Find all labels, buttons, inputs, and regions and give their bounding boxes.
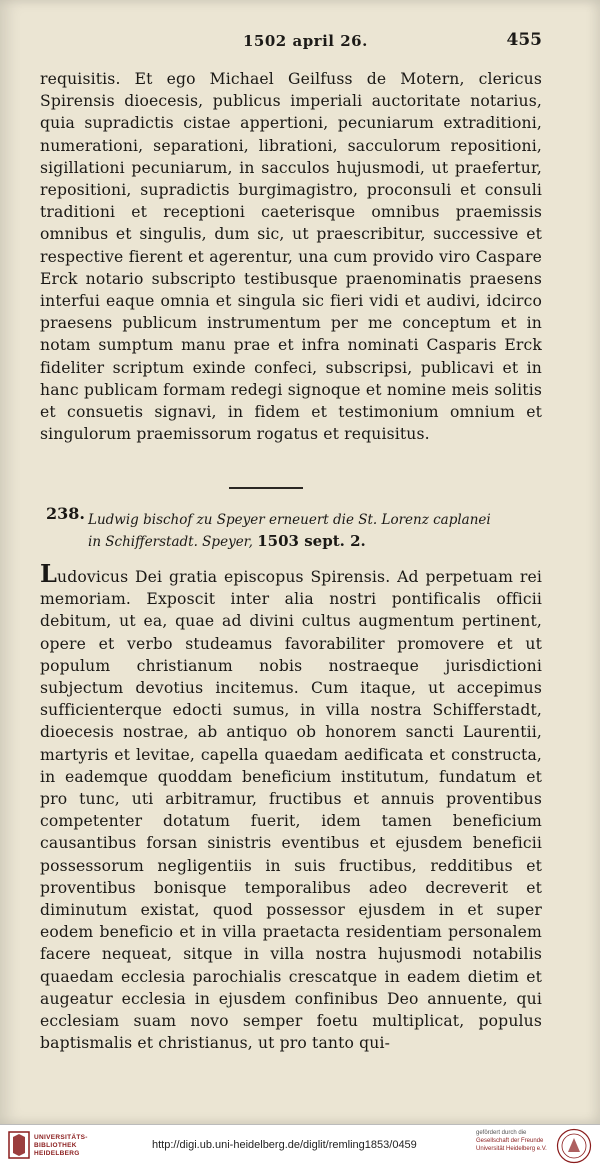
charter-text: udovicus Dei gratia episcopus Spirensis. Ad perpetuam rei memoriam. Exposcit inter alia nostri pontificalis officii debitum, ut ea, quae ad divini cultus augmentum pertinent, opere et verbo studeamus favorabiliter promovere et ut populum christianum nobis nostraeque jurisdictioni subjectum devotius incitemus. Cum itaque, ut accepimus sufficienterque edocti sumus, in villa nostra Schifferstadt, dioecesis nostrae, ab antiquo ob honorem sancti Laurentii, martyris et levitae, capella quaedam aedificata et constructa, in eademque quoddam beneficium institutum, fundatum et pro tunc, uti arbitramur, fructibus et annuis proventibus competenter dotatum fuerit, idem tamen beneficium causantibus forsan sinistris eventibus et ejusdem beneficii possessorum negligentiis in suis fructibus, redditibus et proventibus bonisque temporalibus adeo decreverit et diminutum existat, quod possessor ejusdem in et super eodem beneficio et in villa praetacta residentiam personalem facere nequeat, sitque in villa nostra hujusmodi notabilis quaedam ecclesia parochialis crescatque in eadem dietim et augeatur ecclesia in ejusdem confinibus Deo annuente, qui ecclesiam suam novo semper foetu multiplicat, populus baptismalis et christianus, ut pro tanto qui- bbox=[40, 568, 542, 1053]
section-divider bbox=[229, 487, 303, 489]
page-number: 455 bbox=[506, 30, 542, 50]
paragraph-notary-attestation: requisitis. Et ego Michael Geilfuss de Motern, clericus Spirensis dioecesis, publicus imperiali auctoritate notarius, quia supradictis cistae appertioni, pecuniarum extraditioni, numerationi, separationi, librationi, sacculorum repositioni, sigillationi pecuniarum, in sacculos hujusmodi, ut praefertur, repositioni, supradictis burgimagistro, proconsuli et consuli traditioni et receptioni caeterisque omnibus praemissis omnibus et singulis, dum sic, ut praescribitur, successive et respective fierent et agerentur, una cum provido viro Caspare Erck notario subscripto testibusque praenominatis praesens interfui eaque omnia et singula sic fieri vidi et audivi, idcirco praesens publicum instrumentum per me conceptum et in notam sumptum manu prae et infra nominati Casparis Erck fideliter scriptum exinde confeci, subscripsi, publicavi et in hanc publicam formam redegi signoque et nomine meis solitis et consuetis signavi, in fidem et testimonium omnium et singulorum praemissorum rogatus et requisitus. bbox=[40, 70, 542, 444]
heading-place: in Schifferstadt. Speyer, bbox=[88, 534, 253, 550]
library-name: UNIVERSITÄTS- BIBLIOTHEK HEIDELBERG bbox=[34, 1134, 88, 1157]
heading-line-1: Ludwig bischof zu Speyer erneuert die St. Lorenz caplanei bbox=[88, 512, 491, 528]
heading-date: 1503 sept. 2. bbox=[257, 532, 366, 550]
university-seal-icon bbox=[556, 1128, 592, 1164]
viewer-footer bbox=[0, 1124, 600, 1167]
funding-credit: gefördert durch die Gesellschaft der Freunde Universität Heidelberg e.V. bbox=[476, 1130, 547, 1152]
header-date: 1502 april 26. bbox=[243, 32, 368, 50]
running-header bbox=[0, 30, 600, 52]
permalink-url[interactable]: http://digi.ub.uni-heidelberg.de/diglit/remling1853/0459 bbox=[152, 1139, 417, 1151]
drop-cap: L bbox=[40, 559, 58, 588]
document-number: 238. bbox=[46, 504, 85, 523]
paragraph-charter-text bbox=[40, 559, 542, 1054]
library-logo-icon bbox=[8, 1131, 30, 1159]
heading-line-2 bbox=[88, 531, 366, 552]
